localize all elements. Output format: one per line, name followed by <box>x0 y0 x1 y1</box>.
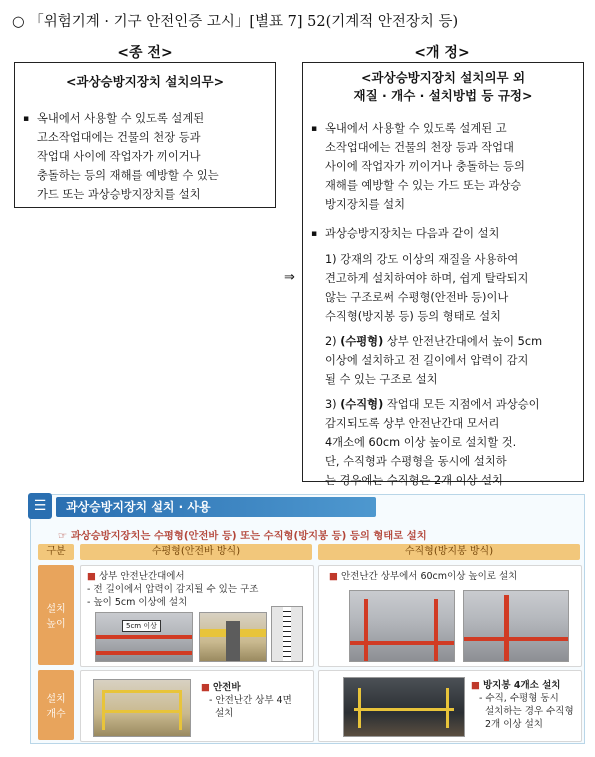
after-line: 재해를 예방할 수 있는 가드 또는 과상승 <box>325 179 522 192</box>
photo-vertical-post <box>349 590 455 662</box>
after-line: 옥내에서 사용할 수 있도록 설계된 고 <box>325 122 507 135</box>
after-line: 상부 안전난간대에서 높이 5cm <box>383 335 543 348</box>
bullet-icon: ▪ <box>23 114 30 124</box>
infographic-banner: 과상승방지장치 설치 · 사용 <box>56 497 376 517</box>
row-label-height <box>38 565 74 665</box>
after-line: 과상승방지장치는 다음과 같이 설치 <box>325 227 500 240</box>
after-box-title <box>303 69 583 105</box>
after-bullet-paragraph-2 <box>311 224 575 244</box>
after-line: 1) 강재의 강도 이상의 재질을 사용하여 <box>325 253 519 266</box>
card-title-text: 안전난간 상부에서 60cm이상 높이로 설치 <box>341 571 518 582</box>
card-line: - 전 길이에서 압력이 감지될 수 있는 구조 <box>87 584 259 595</box>
card-horizontal-count <box>80 670 314 742</box>
after-title-line: 재질 · 개수 · 설치방법 등 규정> <box>353 88 533 103</box>
item-number: 3) <box>325 398 341 411</box>
before-line: 충돌하는 등의 재해를 예방할 수 있는 <box>37 169 219 182</box>
after-line: 않는 구조로써 수평형(안전바 등)이나 <box>325 291 509 304</box>
col-horizontal: 수평형(안전바 방식) <box>80 544 312 560</box>
after-bullet-paragraph-1 <box>311 119 575 214</box>
after-line: 방지장치를 설치 <box>325 198 405 211</box>
photo-horizontal-detail <box>199 612 267 662</box>
after-box <box>302 62 584 487</box>
card-title-text: 안전바 <box>213 682 241 693</box>
item-number: 2) <box>325 335 341 348</box>
card-line: 설치 <box>215 708 234 719</box>
before-line: 옥내에서 사용할 수 있도록 설계된 <box>37 112 205 125</box>
after-item-3 <box>311 395 583 490</box>
after-line: 견고하게 설치하여야 하며, 쉽게 탈락되지 <box>325 272 529 285</box>
card-horizontal-height <box>80 565 314 667</box>
after-item-1 <box>311 250 583 326</box>
photo-horizontal-bar <box>95 612 193 662</box>
card-vertical-count <box>318 670 582 742</box>
before-line: 가드 또는 과상승방지장치를 설치 <box>37 188 201 201</box>
card-line: 설치하는 경우 수직형 <box>485 706 574 717</box>
after-item-2 <box>311 332 583 389</box>
row-label-line: 높이 <box>46 619 66 630</box>
card-title: ■ 안전난간 상부에서 60cm이상 높이로 설치 <box>329 571 518 582</box>
after-title-line: <과상승방지장치 설치의무 외 <box>360 70 526 85</box>
card-title-text: 상부 안전난간대에서 <box>99 571 185 582</box>
photo-anti-rise-rods <box>343 677 465 737</box>
col-vertical: 수직형(방지봉 방식) <box>318 544 580 560</box>
card-line: - 수직, 수평형 동시 <box>479 693 559 704</box>
after-line: 이상에 설치하고 전 길이에서 압력이 감지 <box>325 354 529 367</box>
before-box <box>14 62 276 208</box>
before-line: 고소작업대에는 건물의 천장 등과 <box>37 131 201 144</box>
row-label-line: 설치 <box>46 604 66 615</box>
card-title: ■ 방지봉 4개소 설치 <box>471 680 561 691</box>
arrow-right-icon: ⇒ <box>284 270 295 285</box>
after-column-heading: <개 정> <box>414 45 470 61</box>
after-line: 감지되도록 상부 안전난간대 모서리 <box>325 417 500 430</box>
card-line: - 높이 5cm 이상에 설치 <box>87 597 188 608</box>
after-line: 수직형(방지봉 등) 등의 형태로 설치 <box>325 310 501 323</box>
col-label: 구분 <box>38 544 74 560</box>
after-line: 는 경우에는 수직형은 2개 이상 설치 <box>325 474 503 487</box>
document-heading <box>12 10 458 31</box>
item-type-bold: (수평형) <box>340 335 384 348</box>
photo-vertical-post-2 <box>463 590 569 662</box>
before-line: 작업대 사이에 작업자가 끼이거나 <box>37 150 201 163</box>
card-vertical-height <box>318 565 582 667</box>
bullet-icon: ▪ <box>311 124 318 134</box>
card-line: - 안전난간 상부 4면 <box>209 695 292 706</box>
photo-safety-bar <box>93 679 191 737</box>
after-line: 단, 수직형과 수평형을 동시에 설치하 <box>325 455 507 468</box>
before-box-title: <과상승방지장치 설치의무> <box>65 74 225 89</box>
after-line: 사이에 작업자가 끼이거나 충돌하는 등의 <box>325 160 525 173</box>
photo-measure <box>271 606 303 662</box>
photo-tag: 5cm 이상 <box>122 620 161 632</box>
before-bullet-paragraph <box>23 109 267 204</box>
heading-title: 「위험기계 · 기구 안전인증 고시」[별표 7] 52(기계적 안전장치 등) <box>29 14 459 30</box>
row-label-line: 개수 <box>46 709 66 720</box>
card-line: 2개 이상 설치 <box>485 719 543 730</box>
after-line: 작업대 모든 지점에서 과상승이 <box>383 398 540 411</box>
infographic-badge-icon: ☰ <box>28 493 52 519</box>
bullet-icon: ▪ <box>311 229 318 239</box>
card-title: ■ 상부 안전난간대에서 <box>87 571 185 582</box>
infographic-subtitle: ☞ 과상승방지장치는 수평형(안전바 등) 또는 수직형(방지봉 등) 등의 형태로 설치 <box>58 530 427 542</box>
after-line: 될 수 있는 구조로 설치 <box>325 373 438 386</box>
heading-marker: ○ <box>12 14 25 30</box>
row-label-line: 설치 <box>46 694 66 705</box>
before-column-heading: <종 전> <box>117 45 173 61</box>
card-title-text: 방지봉 4개소 설치 <box>483 680 561 691</box>
item-type-bold: (수직형) <box>340 398 384 411</box>
card-title: ■ 안전바 <box>201 682 241 693</box>
row-label-count <box>38 670 74 740</box>
after-line: 소작업대에는 건물의 천장 등과 작업대 <box>325 141 514 154</box>
after-line: 4개소에 60cm 이상 높이로 설치할 것. <box>325 436 517 449</box>
